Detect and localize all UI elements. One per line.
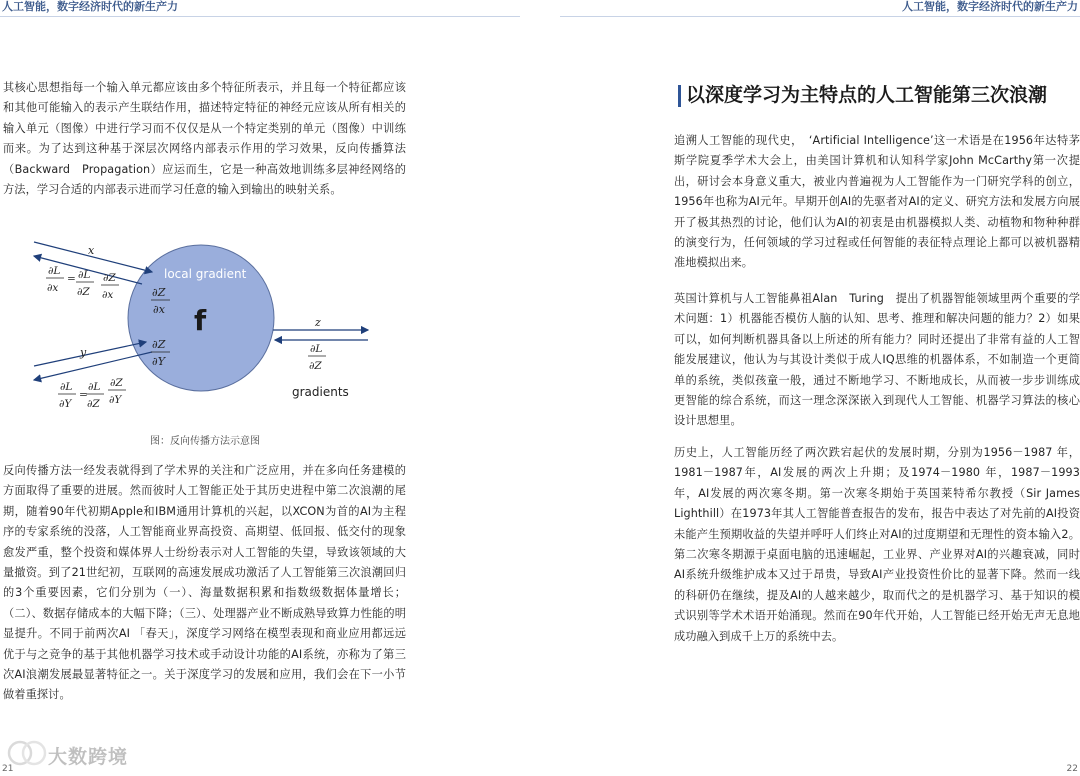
running-header-left: 人工智能，数字经济时代的新生产力: [2, 0, 178, 13]
local-grad-y-den: ∂Y: [152, 355, 165, 368]
gradients-label: gradients: [292, 385, 349, 399]
backpropagation-diagram: [30, 238, 370, 428]
var-x-label: x: [88, 244, 95, 257]
local-grad-x-den: ∂x: [153, 303, 165, 316]
svg-text:∂Z: ∂Z: [309, 360, 322, 372]
svg-text:∂Z: ∂Z: [87, 398, 100, 410]
chain-rule-y: [58, 377, 126, 410]
figure-caption: 图：反向传播方法示意图: [150, 436, 260, 447]
header-divider-left: [0, 16, 520, 17]
svg-text:∂L: ∂L: [88, 381, 101, 393]
svg-text:∂L: ∂L: [310, 343, 323, 355]
local-gradient-label: local gradient: [164, 267, 247, 281]
upstream-gradient: [308, 343, 326, 372]
section-title: [674, 82, 1080, 108]
svg-text:∂Y: ∂Y: [59, 398, 72, 410]
svg-text:=: =: [79, 389, 88, 401]
var-z-label: z: [315, 316, 321, 329]
watermark-text: 大数跨境: [48, 746, 129, 768]
body-paragraph-3: 追溯人工智能的现代史， ‘Artificial Intelligence’这一术语是在1956年达特茅斯学院夏季学术大会上，由美国计算机和认知科学家John McCarthy第一次提出，研讨会本身意义重大，被业内普遍视为人工智能作为一门研究学科的创立，1956年也称为AI元年。早期开创AI的先驱者对AI的定义、研究方法和发展方向展开了极其热烈的讨论，他们认为AI的初衷是由机器模拟人类、动植物和物种种群的演变行为，任何领域的学习过程或任何智能的表征特点理论上都可以被机器精准地模拟出来。: [674, 134, 1080, 270]
body-paragraph-5: 历史上，人工智能历经了两次跌宕起伏的发展时期，分别为1956－1987 年，1981－1987年，AI发展的两次上升期；及1974－1980 年，1987－1993 年，AI发展的两次寒冬期。第一次寒冬期始于英国莱特希尔教授（Sir James Lighthill）在1973年其人工智能普查报告的发布，报告中表达了对先前的AI投资未能产生预期收益的失望并呼吁人们终止对AI的过度期望和无理性的资本输入2。第二次寒冬期源于桌面电脑的迅速崛起，工业界、产业界对AI的兴趣衰减，同时AI系统升级维护成本又过于昂贵，导致AI产业投资性价比的显著下降。然而一线的科研仍在继续，提及AI的人越来越少，取而代之的是机器学习、基于知识的模式识别等学术术语开始涌现。然而在90年代开始，人工智能已经开始无声无息地成功融入到成千上万的系统中去。: [674, 446, 1080, 643]
svg-text:∂Z: ∂Z: [77, 286, 90, 298]
svg-text:∂Y: ∂Y: [109, 394, 122, 406]
body-paragraph-1: 其核心思想指每一个输入单元都应该由多个特征所表示，并且每一个特征都应该和其他可能输入的表示产生联结作用，描述特定特征的神经元应该从所有相关的输入单元（图像）中进行学习而不仅仅是从一个特定类别的单元（图像）中训练而来。为了达到这种基于深层次网络内部表示作用的学习效果，反向传播算法（Backward Propagation）应运而生，它是一种高效地训练多层神经网络的方法，学习合适的内部表示进而学习任意的输入到输出的映射关系。: [3, 81, 406, 197]
local-grad-y-num: ∂Z: [152, 338, 166, 351]
local-grad-x-num: ∂Z: [152, 286, 166, 299]
page-number-left: 21: [2, 764, 14, 774]
running-header-right: 人工智能，数字经济时代的新生产力: [902, 0, 1078, 13]
var-y-label: y: [80, 346, 87, 359]
svg-text:=: =: [67, 273, 76, 285]
body-paragraph-4: 英国计算机与人工智能鼻祖Alan Turing 提出了机器智能领域里两个重要的学术问题：1）机器能否模仿人脑的认知、思考、推理和解决问题的能力？2）如果可以，如何判断机器具备以上所述的所有能力？同时还提出了非常有益的人工智能发展建议，他认为与其设计类似于成人IQ思维的机器体系，不如制造一个更简单的系统，类似孩童一般，通过不断地学习、不断地成长，从而被一步步训练成更智能的综合系统，而这一理念深深嵌入到现代人工智能、机器学习算法的核心设计思想里。: [674, 292, 1080, 428]
header-divider-right: [560, 16, 1080, 17]
grad-y-arrow: [34, 352, 152, 380]
svg-text:∂Z: ∂Z: [103, 272, 116, 284]
svg-text:∂x: ∂x: [47, 282, 59, 294]
svg-text:∂x: ∂x: [102, 289, 114, 301]
svg-text:∂L: ∂L: [48, 265, 61, 277]
body-paragraph-2: 反向传播方法一经发表就得到了学术界的关注和广泛应用，并在多向任务建模的方面取得了重要的进展。然而彼时人工智能正处于其历史进程中第二次浪潮的尾期，随着90年代初期Apple和IBM通用计算机的兴起，以XCON为首的AI为主程序的专家系统的没落，人工智能商业界高投资、高期望、低回报、低交付的现象愈发严重，整个投资和媒体界人士纷纷表示对人工智能的失望，导致该领域的大量撤资。到了21世纪初，互联网的高速发展成功激活了人工智能第三次浪潮回归的3个重要因素，它们分别为（一）、海量数据积累和指数级数据体量增长；（二）、数据存储成本的大幅下降；（三）、处理器产业不断成熟导致算力性能的明显提升。不同于前两次AI 「春天」，深度学习网络在模型表现和商业应用都远远优于与之竞争的基于其他机器学习技术或手动设计功能的AI系统，亦称为了第三次AI浪潮发展最显著特征之一。关于深度学习的发展和应用，我们会在下一小节做着重探讨。: [3, 464, 406, 702]
right-page: [540, 0, 1080, 776]
svg-text:∂L: ∂L: [78, 269, 91, 281]
chain-rule-x: [46, 265, 119, 301]
section-title-text: 以深度学习为主特点的人工智能第三次浪潮: [686, 84, 1048, 106]
page-number-right: 22: [1066, 764, 1078, 774]
svg-text:∂Z: ∂Z: [110, 377, 123, 389]
input-y-arrow: [34, 342, 146, 366]
svg-text:∂L: ∂L: [60, 381, 73, 393]
node-f-label: f: [194, 304, 207, 337]
